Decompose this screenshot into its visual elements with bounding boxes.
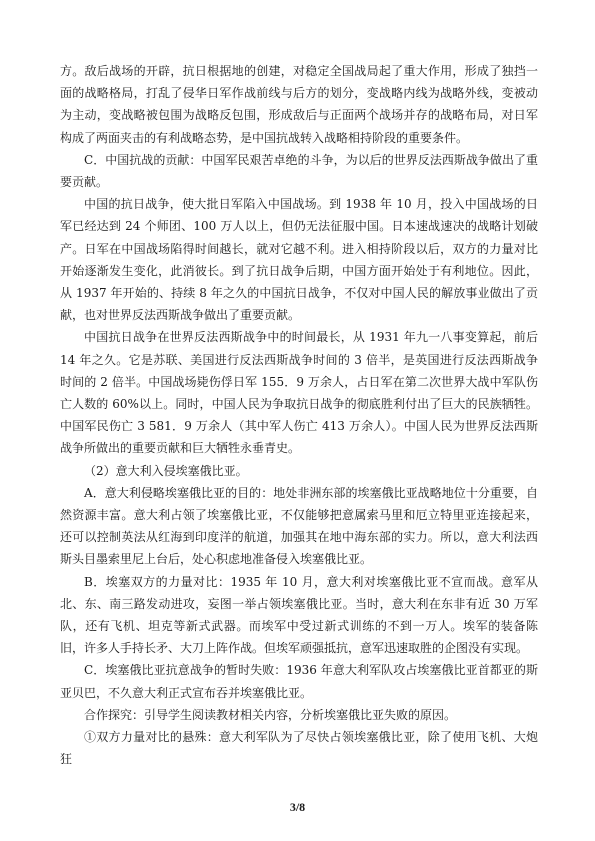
page-number: 3/8 <box>289 800 306 814</box>
paragraph-war-stalemate: 中国的抗日战争，使大批日军陷入中国战场。到 1938 年 10 月，投入中国战场的日军已经达到 24 个师团、100 万人以上，但仍无法征服中国。日本速战速决的战略计划破产。日军在中国战场陷得时间越长，就对它越不利。进入相持阶段以后，双方的力量对比开始逐渐发生变化，此消彼长。到了抗日战争后期，中国方面开始处于有利地位。因此，从 1937 年开始的、持续 8 年之久的中国抗日战争，不仅对中国人民的解放事业做出了贡献，也对世界反法西斯战争做出了重要贡献。 <box>60 197 538 323</box>
paragraph-italy-purpose: A．意大利侵略埃塞俄比亚的目的：地处非洲东部的埃塞俄比亚战略地位十分重要，自然资源丰富。意大利占领了埃塞俄比亚，不仅能够把意属索马里和厄立特里亚连接起来，还可以控制英法从红海到印度洋的航道，加强其在地中海东部的实力。所以，意大利法西斯头目墨索里尼上台后，处心积虑地准备侵入埃塞俄比亚。 <box>60 485 538 567</box>
paragraph-continuation: 方。敌后战场的开辟，抗日根据地的创建，对稳定全国战局起了重大作用，形成了独挡一面的战略格局，打乱了侵华日军作战前线与后方的划分，变战略内线为战略外线，变被动为主动，变战略被包围为战略反包围，形成敌后与正面两个战场并存的战略布局，对日军构成了两面夹击的有利战略态势，是中国抗战转入战略相持阶段的重要条件。 <box>60 64 538 145</box>
paragraph-temporary-defeat: C．埃塞俄比亚抗意战争的暂时失败：1936 年意大利军队攻占埃塞俄比亚首都亚的斯亚贝巴，不久意大利正式宣布吞并埃塞俄比亚。 <box>60 663 538 700</box>
paragraph-war-duration: 中国抗日战争在世界反法西斯战争中的时间最长，从 1931 年九一八事变算起，前后 14 年之久。它是苏联、美国进行反法西斯战争时间的 3 倍半，是英国进行反法西斯战争时间的 2 倍半。中国战场毙伤俘日军 155．9 万余人，占日军在第二次世界大战中军队伤亡人数的 60%以上。同时，中国人民为争取抗日战争的彻底胜利付出了巨大的民族牺牲。中国军民伤亡 3 581．9 万余人（其中军人伤亡 413 万余人）。中国人民为世界反法西斯战争所做出的重要贡献和巨大牺牲永垂青史。 <box>60 330 538 456</box>
paragraph-force-disparity: ①双方力量对比的悬殊：意大利军队为了尽快占领埃塞俄比亚，除了使用飞机、大炮狂 <box>60 730 538 767</box>
paragraph-force-comparison: B．埃塞双方的力量对比：1935 年 10 月，意大利对埃塞俄比亚不宣而战。意军从北、东、南三路发动进攻，妄图一举占领埃塞俄比亚。当时，意大利在东非有近 30 万军队，还有飞机、坦克等新式武器。而埃军中受过新式训练的不到一万人。埃军的装备陈旧，许多人手持长矛、大刀上阵作战。但埃军顽强抵抗，意军迅速取胜的企图没有实现。 <box>60 574 538 656</box>
body-text <box>60 60 538 771</box>
paragraph-contribution-heading: C．中国抗战的贡献：中国军民艰苦卓绝的斗争，为以后的世界反法西斯战争做出了重要贡献。 <box>60 152 538 190</box>
paragraph-cooperative-inquiry: 合作探究：引导学生阅读教材相关内容，分析埃塞俄比亚失败的原因。 <box>84 707 457 722</box>
section-heading-italy-ethiopia: （2）意大利入侵埃塞俄比亚。 <box>84 463 248 478</box>
